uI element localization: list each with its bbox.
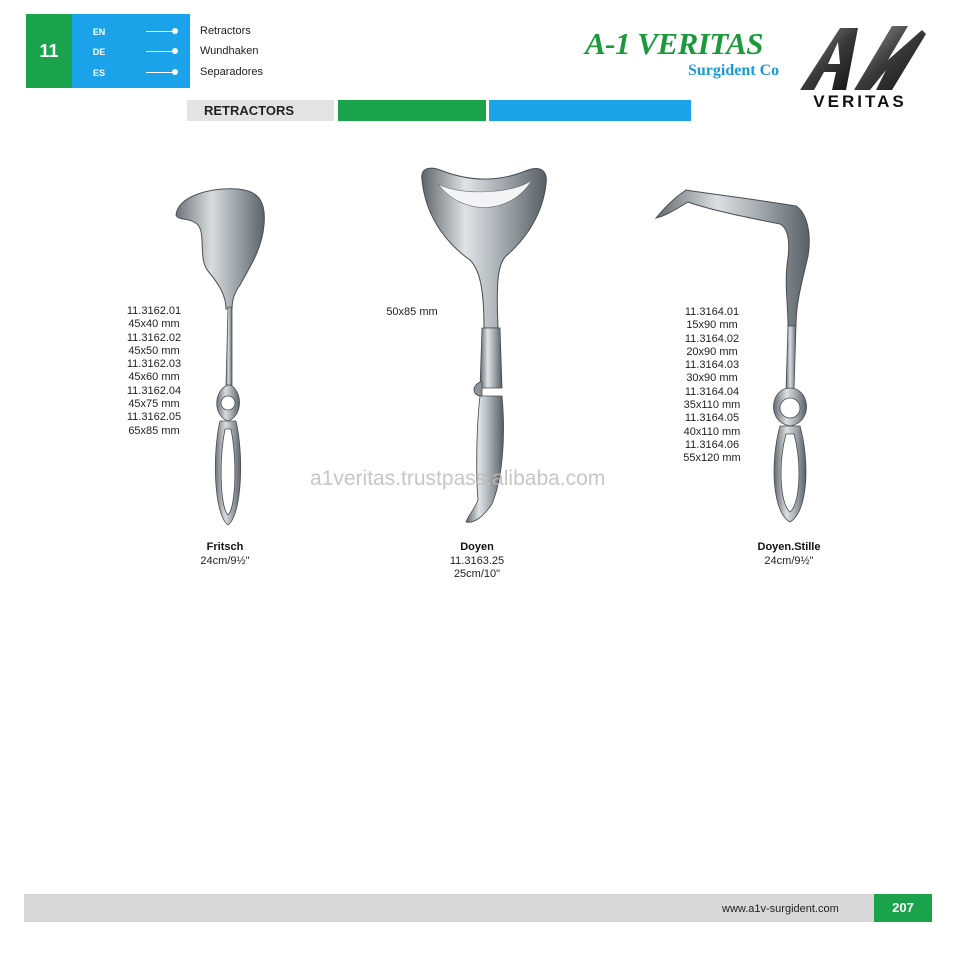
spec-line: 11.3162.03	[126, 358, 182, 371]
spec-line: 11.3164.02	[684, 332, 740, 345]
connector-line	[146, 31, 174, 32]
connector-line	[146, 51, 174, 52]
spec-line: 15x90 mm	[686, 319, 738, 332]
product-size-doyen-stille: 24cm/9½"	[764, 555, 814, 567]
product-name-doyen: Doyen	[460, 541, 494, 553]
spec-line: 45x40 mm	[128, 318, 180, 331]
brand-logo-title: A-1 VERITAS	[585, 26, 763, 61]
spec-line: 35x110 mm	[683, 399, 741, 412]
spec-line: 45x50 mm	[128, 344, 180, 357]
language-label-es: Separadores	[200, 66, 263, 78]
spec-line: 50x85 mm	[386, 306, 438, 318]
product-size-doyen: 25cm/10"	[453, 568, 501, 580]
spec-line: 11.3164.01	[684, 306, 740, 318]
spec-line: 40x110 mm	[683, 425, 741, 438]
spec-line: 20x90 mm	[686, 345, 738, 358]
fritsch-spec-list	[112, 305, 196, 438]
spec-line: 11.3162.01	[126, 305, 182, 317]
chapter-number: 11	[26, 14, 72, 88]
product-size-fritsch: 24cm/9½"	[200, 555, 250, 567]
section-title: RETRACTORS	[187, 100, 334, 121]
brand-logo-subtitle: Surgident Co	[688, 62, 780, 79]
language-row-de	[72, 42, 190, 62]
language-code: DE	[92, 47, 106, 57]
connector-line	[146, 72, 174, 73]
connector-dot	[172, 28, 178, 34]
product-name-fritsch: Fritsch	[206, 541, 244, 553]
watermark-text: a1veritas.trustpass.alibaba.com	[310, 467, 606, 490]
language-code: ES	[92, 68, 105, 78]
brand-emblem-word: VERITAS	[813, 92, 907, 111]
spec-line: 45x60 mm	[128, 371, 180, 384]
product-name-doyen-stille: Doyen.Stille	[757, 541, 821, 553]
footer-website-link[interactable]: www.a1v-surgident.com	[722, 903, 839, 915]
language-row-en	[72, 22, 190, 42]
language-row-es	[72, 63, 190, 83]
section-bar-green	[338, 100, 486, 121]
spec-line: 11.3164.05	[684, 412, 740, 425]
doyen-spec-list	[375, 306, 449, 319]
spec-line: 30x90 mm	[686, 372, 738, 385]
spec-line: 55x120 mm	[683, 452, 741, 465]
spec-line: 45x75 mm	[128, 398, 180, 411]
spec-line: 11.3162.04	[126, 384, 182, 397]
spec-line: 11.3164.03	[684, 359, 740, 372]
language-code: EN	[92, 27, 106, 37]
page-number: 207	[874, 894, 932, 922]
connector-dot	[172, 69, 178, 75]
spec-line: 11.3162.05	[126, 411, 182, 424]
language-label-de: Wundhaken	[200, 45, 259, 57]
language-panel	[72, 14, 190, 88]
spec-line: 11.3162.02	[126, 331, 182, 344]
spec-line: 11.3164.06	[684, 438, 740, 451]
spec-line: 11.3164.04	[684, 385, 740, 398]
spec-line: 65x85 mm	[128, 424, 180, 437]
doyen-stille-spec-list	[670, 306, 754, 466]
brand-logo	[585, 26, 800, 86]
connector-dot	[172, 48, 178, 54]
section-bar-blue	[489, 100, 691, 121]
product-code-doyen: 11.3163.25	[449, 555, 505, 567]
language-label-en: Retractors	[200, 25, 251, 37]
